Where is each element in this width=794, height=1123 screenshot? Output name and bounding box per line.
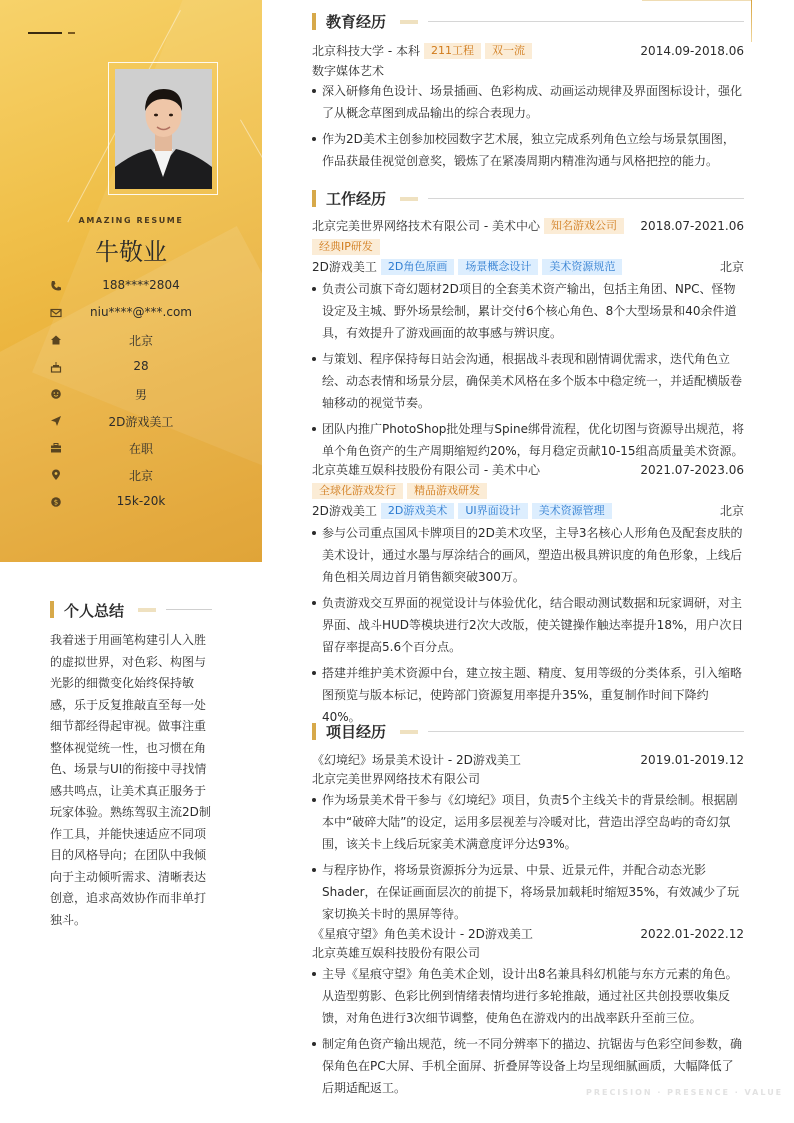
- svg-text:$: $: [53, 498, 59, 507]
- city-value: 北京: [128, 469, 153, 483]
- section-pill: [400, 197, 418, 201]
- job-role: 2D游戏美工: [312, 504, 377, 518]
- list-item: 参与公司重点国风卡牌项目的2D美术攻坚，主导3名核心人形角色及配套皮肤的美术设计，通过水墨与厚涂结合的画风，塑造出极具辨识度的角色形象，上线后角色相关周边首月销售额突破300万。: [312, 522, 744, 588]
- info-age: [0, 357, 262, 384]
- job-date: 2021.07-2023.06: [640, 463, 744, 477]
- company-tags-row: [312, 237, 744, 257]
- project-entry: [312, 751, 744, 925]
- education-section: [312, 11, 744, 176]
- company-name: 北京英雄互娱科技股份有限公司 - 美术中心: [312, 463, 540, 477]
- section-pill: [400, 20, 418, 24]
- skill-tag: 2D角色原画: [381, 259, 454, 275]
- list-item: 负责游戏交互界面的视觉设计与体验优化，结合眼动测试数据和玩家调研，对主界面、战斗HUD等模块进行2次大改版，使关键操作触达率提升18%，用户次日留存率提高5.6个百分点。: [312, 592, 744, 658]
- info-status: [0, 438, 262, 465]
- skill-tag: 美术资源管理: [532, 503, 612, 519]
- company-tag: 全球化游戏发行: [312, 483, 403, 499]
- job-bullets: [312, 278, 744, 462]
- resume-tagline: AMAZING RESUME: [78, 216, 184, 225]
- info-position: [0, 411, 262, 438]
- list-item: 深入研修角色设计、场景插画、色彩构成、动画运动规律及界面图标设计，强化了从概念草图到成品输出的综合表现力。: [312, 80, 744, 124]
- projects-section: [312, 721, 744, 1103]
- summary-title: 个人总结: [64, 602, 125, 620]
- company-tag: 精品游戏研发: [407, 483, 487, 499]
- section-divider: [428, 731, 744, 732]
- job-company-row: [312, 460, 744, 481]
- company-tags-row: [312, 481, 744, 501]
- avatar: [115, 69, 212, 189]
- school-tag: 211工程: [424, 43, 481, 59]
- section-pill: [138, 608, 156, 612]
- contact-info-list: [0, 276, 262, 519]
- project-name: 《幻境纪》场景美术设计 - 2D游戏美工: [312, 753, 521, 767]
- info-home: [0, 330, 262, 357]
- section-pill: [400, 730, 418, 734]
- position-value: 2D游戏美工: [108, 415, 174, 429]
- gender-value: 男: [134, 388, 147, 402]
- education-major: 数字媒体艺术: [312, 64, 385, 78]
- info-phone: [0, 276, 262, 303]
- project-entry: [312, 925, 744, 1099]
- section-divider: [428, 198, 744, 199]
- list-item: 搭建并维护美术资源中台，建立按主题、精度、复用等级的分类体系，引入缩略图预览与版本标记，使跨部门资源复用率提升35%，重复制作时间下降约40%。: [312, 662, 744, 728]
- job-role-row: [312, 257, 744, 278]
- skill-tag: UI界面设计: [458, 503, 527, 519]
- list-item: 与策划、程序保持每日站会沟通，根据战斗表现和剧情调优需求，迭代角色立绘、动态表情和场景分层，确保美术风格在多个版本中稳定统一，并适配横版卷轴移动的视觉节奏。: [312, 348, 744, 414]
- project-bullets: [312, 789, 744, 925]
- section-accent-bar: [50, 601, 54, 618]
- projects-header: [312, 721, 744, 743]
- project-bullets: [312, 963, 744, 1099]
- education-title: 教育经历: [326, 13, 387, 31]
- company-name: 北京完美世界网络技术有限公司 - 美术中心: [312, 219, 540, 233]
- project-date: 2022.01-2022.12: [640, 927, 744, 941]
- job-date: 2018.07-2021.06: [640, 219, 744, 233]
- candidate-name: 牛敬业: [95, 238, 167, 266]
- education-header: [312, 11, 744, 33]
- decor-dash: [68, 32, 75, 34]
- job-role-row: [312, 501, 744, 522]
- company-tag: 知名游戏公司: [544, 218, 624, 234]
- summary-text: 我着迷于用画笔构建引人入胜的虚拟世界，对色彩、构图与光影的细微变化始终保持敏感，乐于反复推敲直至每一处细节都经得起审视。做事注重整体视觉统一性，也习惯在角色、场景与UI的衔接中寻找情感共鸣点，让美术真正服务于玩家体验。熟练驾驭主流2D制作工具，并能快速适应不同项目的风格导向；在团队中我倾向于主动倾听需求、清晰表达创意，追求高效协作而非单打独斗。: [50, 633, 211, 927]
- status-value: 在职: [128, 442, 153, 456]
- skill-tag: 场景概念设计: [458, 259, 538, 275]
- company-tag: 经典IP研发: [312, 239, 380, 255]
- job-entry: [312, 460, 744, 728]
- age-value: 28: [133, 359, 149, 373]
- phone-value: 188****2804: [102, 278, 180, 292]
- work-section: [312, 188, 744, 732]
- project-date: 2019.01-2019.12: [640, 753, 744, 767]
- job-role: 2D游戏美工: [312, 260, 377, 274]
- info-gender: [0, 384, 262, 411]
- project-name-row: [312, 925, 744, 943]
- list-item: 负责公司旗下奇幻题材2D项目的全套美术资产输出，包括主角团、NPC、怪物设定及主城、野外场景绘制，累计交付6个核心角色、8个大型场景和40余件道具，有效提升了游戏画面的故事感与辨识度。: [312, 278, 744, 344]
- decor-corner-line: [751, 0, 752, 42]
- education-bullets: [312, 80, 744, 172]
- list-item: 与程序协作，将场景资源拆分为远景、中景、近景元件，并配合动态光影Shader，在保证画面层次的前提下，将场景加载耗时缩短35%，有效减少了玩家切换关卡时的黑屏等待。: [312, 859, 744, 925]
- education-date: 2014.09-2018.06: [640, 44, 744, 58]
- section-accent-bar: [312, 723, 316, 740]
- section-accent-bar: [312, 190, 316, 207]
- hometown-value: 北京: [128, 334, 153, 348]
- list-item: 主导《星痕守望》角色美术企划，设计出8名兼具科幻机能与东方元素的角色。从造型剪影、色彩比例到情绪表情均进行多轮推敲，通过社区共创投票收集反馈，对角色进行3次细节调整，使角色在游戏内的出战率跃升至前三位。: [312, 963, 744, 1029]
- email-value: niu****@***.com: [90, 305, 192, 319]
- list-item: 团队内推广PhotoShop批处理与Spine绑骨流程，优化切图与资源导出规范，将单个角色资产的生产周期缩短约20%，每月稳定贡献10-15组高质量美术资源。: [312, 418, 744, 462]
- project-name-row: [312, 751, 744, 769]
- project-company: 北京英雄互娱科技股份有限公司: [312, 946, 481, 960]
- info-city: [0, 465, 262, 492]
- list-item: 制定角色资产输出规范，统一不同分辨率下的描边、抗锯齿与色彩空间参数，确保角色在PC大屏、手机全面屏、折叠屏等设备上均呈现细腻画质，大幅降低了后期适配返工。: [312, 1033, 744, 1099]
- school-name: 北京科技大学 - 本科: [312, 44, 420, 58]
- job-company-row: [312, 216, 744, 237]
- section-accent-bar: [312, 13, 316, 30]
- school-tag: 双一流: [485, 43, 532, 59]
- work-title: 工作经历: [326, 190, 387, 208]
- project-company: 北京完美世界网络技术有限公司: [312, 772, 481, 786]
- job-entry: [312, 216, 744, 462]
- footer-watermark: PRECISION · PRESENCE · VALUE: [586, 1088, 784, 1097]
- skill-tag: 2D游戏美术: [381, 503, 454, 519]
- info-salary: [0, 492, 262, 519]
- list-item: 作为2D美术主创参加校园数字艺术展，独立完成系列角色立绘与场景氛围图，作品获最佳视觉创意奖，锻炼了在紧凑周期内精准沟通与风格把控的能力。: [312, 128, 744, 172]
- section-divider: [166, 609, 212, 610]
- project-name: 《星痕守望》角色美术设计 - 2D游戏美工: [312, 927, 533, 941]
- projects-title: 项目经历: [326, 723, 387, 741]
- job-location: 北京: [719, 504, 744, 518]
- education-school-row: [312, 41, 744, 62]
- skill-tag: 美术资源规范: [542, 259, 622, 275]
- info-email: [0, 303, 262, 330]
- decor-dash: [28, 32, 62, 34]
- job-location: 北京: [719, 260, 744, 274]
- salary-value: 15k-20k: [116, 494, 166, 508]
- summary-header: [50, 600, 220, 620]
- job-bullets: [312, 522, 744, 728]
- list-item: 作为场景美术骨干参与《幻境纪》项目，负责5个主线关卡的背景绘制。根据剧本中“破碎大陆”的设定，运用多层视差与冷暖对比，营造出浮空岛屿的奇幻氛围，该关卡上线后玩家美术满意度评分达93%。: [312, 789, 744, 855]
- profile-hero: [0, 0, 262, 562]
- work-header: [312, 188, 744, 210]
- section-divider: [428, 21, 744, 22]
